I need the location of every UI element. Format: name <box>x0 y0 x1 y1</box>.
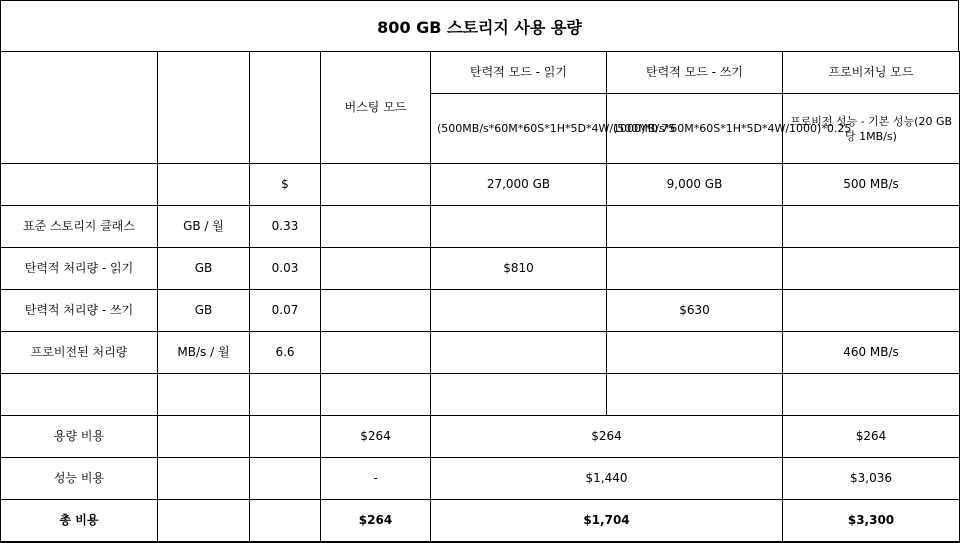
performance-cost-burst: - <box>321 458 431 500</box>
row-read <box>431 206 607 248</box>
capacity-cost-burst: $264 <box>321 416 431 458</box>
performance-cost-row <box>1 458 960 500</box>
total-cost-label: 총 비용 <box>1 500 158 542</box>
header-blank-cell <box>1 52 158 164</box>
header-blank-cell <box>158 52 250 164</box>
header-row <box>1 52 960 94</box>
table-row <box>1 248 960 290</box>
header-burst-mode: 버스팅 모드 <box>321 52 431 164</box>
unit-elastic-write: 9,000 GB <box>607 164 783 206</box>
row-unit: GB <box>158 248 250 290</box>
row-burst <box>321 248 431 290</box>
row-write <box>607 248 783 290</box>
performance-cost-label: 성능 비용 <box>1 458 158 500</box>
unit-row <box>1 164 960 206</box>
row-prov: 460 MB/s <box>783 332 960 374</box>
row-burst <box>321 206 431 248</box>
empty-row <box>1 374 960 416</box>
price-unit-cell: $ <box>250 164 321 206</box>
page-title: 800 GB 스토리지 사용 용량 <box>0 0 959 51</box>
row-price: 6.6 <box>250 332 321 374</box>
row-price: 0.03 <box>250 248 321 290</box>
unit-elastic-read: 27,000 GB <box>431 164 607 206</box>
row-name: 탄력적 처리량 - 읽기 <box>1 248 158 290</box>
row-write <box>607 206 783 248</box>
table-row <box>1 332 960 374</box>
row-unit: GB <box>158 290 250 332</box>
row-prov <box>783 248 960 290</box>
table-cell <box>250 416 321 458</box>
table-cell <box>250 458 321 500</box>
table-cell <box>431 374 607 416</box>
header-provisioned: 프로비저닝 모드 <box>783 52 960 94</box>
table-cell <box>321 164 431 206</box>
row-write <box>607 332 783 374</box>
table-cell <box>783 374 960 416</box>
row-name: 프로비전된 처리량 <box>1 332 158 374</box>
row-unit: GB / 월 <box>158 206 250 248</box>
total-cost-row <box>1 500 960 542</box>
table-cell <box>158 458 250 500</box>
header-elastic-read: 탄력적 모드 - 읽기 <box>431 52 607 94</box>
table-cell <box>250 374 321 416</box>
table-cell <box>158 374 250 416</box>
capacity-cost-row <box>1 416 960 458</box>
capacity-cost-provisioned: $264 <box>783 416 960 458</box>
row-write: $630 <box>607 290 783 332</box>
total-cost-provisioned: $3,300 <box>783 500 960 542</box>
row-burst <box>321 332 431 374</box>
row-read: $810 <box>431 248 607 290</box>
total-cost-burst: $264 <box>321 500 431 542</box>
row-read <box>431 290 607 332</box>
row-prov <box>783 290 960 332</box>
row-unit: MB/s / 월 <box>158 332 250 374</box>
table-cell <box>1 164 158 206</box>
header-blank-cell <box>250 52 321 164</box>
row-read <box>431 332 607 374</box>
row-price: 0.33 <box>250 206 321 248</box>
total-cost-elastic: $1,704 <box>431 500 783 542</box>
table-cell <box>607 374 783 416</box>
formula-elastic-write: (500MB/s*60M*60S*1H*5D*4W/1000)*0.25 <box>607 94 783 164</box>
row-price: 0.07 <box>250 290 321 332</box>
cost-table <box>0 51 960 543</box>
table-row <box>1 206 960 248</box>
row-prov <box>783 206 960 248</box>
capacity-cost-elastic: $264 <box>431 416 783 458</box>
table-cell <box>158 500 250 542</box>
capacity-cost-label: 용량 비용 <box>1 416 158 458</box>
table-row <box>1 290 960 332</box>
row-name: 탄력적 처리량 - 쓰기 <box>1 290 158 332</box>
header-elastic-write: 탄력적 모드 - 쓰기 <box>607 52 783 94</box>
table-cell <box>158 416 250 458</box>
unit-provisioned: 500 MB/s <box>783 164 960 206</box>
performance-cost-provisioned: $3,036 <box>783 458 960 500</box>
table-cell <box>250 500 321 542</box>
row-burst <box>321 290 431 332</box>
table-cell <box>1 374 158 416</box>
formula-elastic-read: (500MB/s*60M*60S*1H*5D*4W/1000)*0.75 <box>431 94 607 164</box>
table-cell <box>321 374 431 416</box>
row-name: 표준 스토리지 클래스 <box>1 206 158 248</box>
formula-provisioned: 프로비전 성능 - 기본 성능(20 GB당 1MB/s) <box>783 94 960 164</box>
table-cell <box>158 164 250 206</box>
performance-cost-elastic: $1,440 <box>431 458 783 500</box>
